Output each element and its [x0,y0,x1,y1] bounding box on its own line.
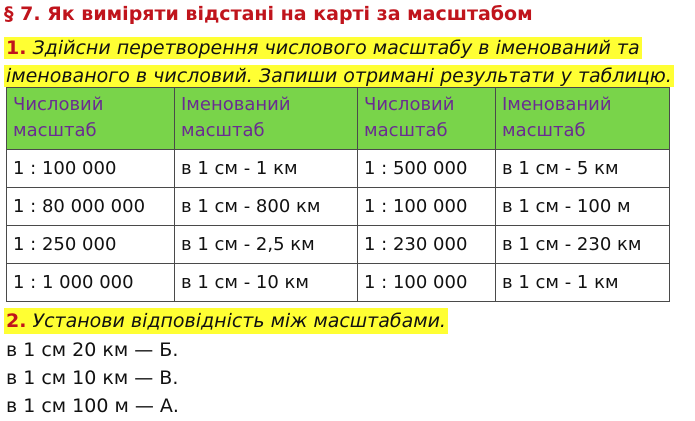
answer-line: в 1 см 20 км — Б. [6,339,179,361]
table-cell: 1 : 500 000 [358,150,496,188]
scale-table [6,87,670,302]
table-cell: в 1 см - 800 км [175,188,358,226]
header-named-scale-1: Іменований масштаб [175,88,358,150]
header-numeric-scale-2: Числовий масштаб [358,88,496,150]
task-1-text-2: іменованого в числовий. Запиши отримані результати у таблицю. [6,65,672,87]
table-row [7,226,670,264]
header-numeric-scale-1: Числовий масштаб [7,88,175,150]
table-cell: в 1 см - 5 км [496,150,670,188]
task-2-number: 2. [6,310,27,332]
header-named-scale-2: Іменований масштаб [496,88,670,150]
table-cell: 1 : 1 000 000 [7,264,175,302]
task-2-text: Установи відповідність між масштабами. [32,310,446,332]
table-cell: 1 : 250 000 [7,226,175,264]
table-cell: 1 : 100 000 [358,264,496,302]
table-row [7,150,670,188]
task-1-line-2 [4,65,674,87]
task-1-number: 1. [6,37,27,59]
table-header-row [7,88,670,150]
task-1-text-1: Здійсни перетворення числового масштабу в іменований та [32,37,640,59]
table-cell: в 1 см - 230 км [496,226,670,264]
table-row [7,264,670,302]
table-cell: в 1 см - 100 м [496,188,670,226]
table-cell: 1 : 100 000 [7,150,175,188]
answer-line: в 1 см 100 м — А. [6,395,179,417]
table-cell: в 1 см - 1 км [175,150,358,188]
answers-list [6,336,179,420]
task-1-line-1 [4,37,642,59]
table-cell: в 1 см - 10 км [175,264,358,302]
table-cell: 1 : 80 000 000 [7,188,175,226]
table-cell: в 1 см - 2,5 км [175,226,358,264]
answer-line: в 1 см 10 км — В. [6,367,179,389]
page-title: § 7. Як виміряти відстані на карті за масштабом [4,3,533,25]
table-cell: 1 : 100 000 [358,188,496,226]
task-2 [4,308,448,334]
table-cell: в 1 см - 1 км [496,264,670,302]
task-1 [4,34,692,90]
table-row [7,188,670,226]
table-cell: 1 : 230 000 [358,226,496,264]
